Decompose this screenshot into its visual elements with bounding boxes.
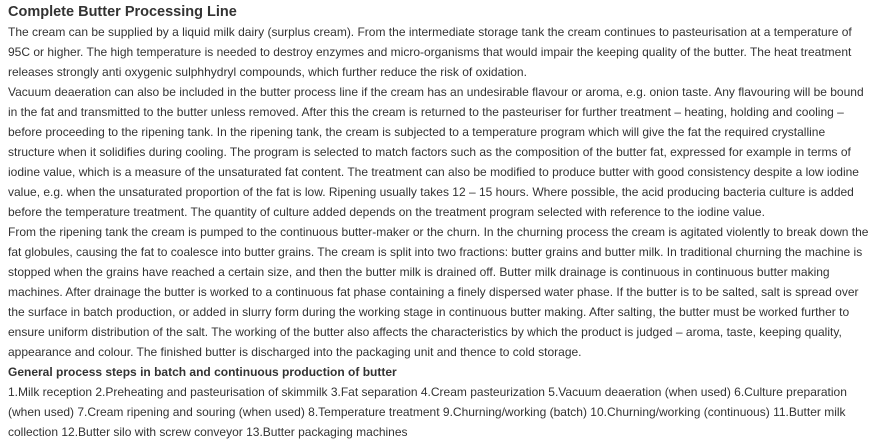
paragraph-churning: From the ripening tank the cream is pumped to the continuous butter-maker or the churn. In the churning process the cream is agitated violently to break down the fat globules, causing the fat to coalesce into butter grains. The cream is split into two fractions: butter grains and butter milk. In traditional churning the machine is stopped when the grains have reached a certain size, and then the butter milk is drained off. Butter milk drainage is continuous in continuous butter making machines. After drainage the butter is worked to a continuous fat phase containing a finely dispersed water phase. If the butter is to be salted, salt is spread over the surface in batch production, or added in slurry form during the working stage in continuous butter making. After salting, the butter must be worked further to ensure uniform distribution of the salt. The working of the butter also affects the characteristics by which the product is judged – aroma, taste, keeping quality, appearance and colour. The finished butter is discharged into the packaging unit and thence to cold storage. <box>8 225 869 359</box>
section-subtitle: General process steps in batch and continuous production of butter <box>8 365 397 379</box>
process-steps-list: 1.Milk reception 2.Preheating and pasteurisation of skimmilk 3.Fat separation 4.Cream pasteurization 5.Vacuum deaeration (when used) 6.Culture preparation (when used) 7.Cream ripening and souring (when used) 8.Temperature treatment 9.Churning/working (batch) 10.Churning/working (continuous) 11.Butter milk collection 12.Butter silo with screw conveyor 13.Butter packaging machines <box>8 385 847 439</box>
page-title: Complete Butter Processing Line <box>8 4 237 20</box>
paragraph-pasteurisation: The cream can be supplied by a liquid milk dairy (surplus cream). From the intermediate storage tank the cream continues to pasteurisation at a temperature of 95C or higher. The high temperature is needed to destroy enzymes and micro-organisms that would impair the keeping quality of the butter. The heat treatment releases strongly anti oxygenic sulphhydryl compounds, which further reduce the risk of oxidation. <box>8 25 852 79</box>
paragraph-deaeration-ripening: Vacuum deaeration can also be included in the butter process line if the cream has an undesirable flavour or aroma, e.g. onion taste. Any flavouring will be bound in the fat and transmitted to the butter unless removed. After this the cream is returned to the pasteuriser for further treatment – heating, holding and cooling – before proceeding to the ripening tank. In the ripening tank, the cream is subjected to a temperature program which will give the fat the required crystalline structure when it solidifies during cooling. The program is selected to match factors such as the composition of the butter fat, expressed for example in terms of iodine value, which is a measure of the unsaturated fat content. The treatment can also be modified to produce butter with good consistency despite a low iodine value, e.g. when the unsaturated proportion of the fat is low. Ripening usually takes 12 – 15 hours. Where possible, the acid producing bacteria culture is added before the temperature treatment. The quantity of culture added depends on the treatment program selected with reference to the iodine value. <box>8 85 864 219</box>
